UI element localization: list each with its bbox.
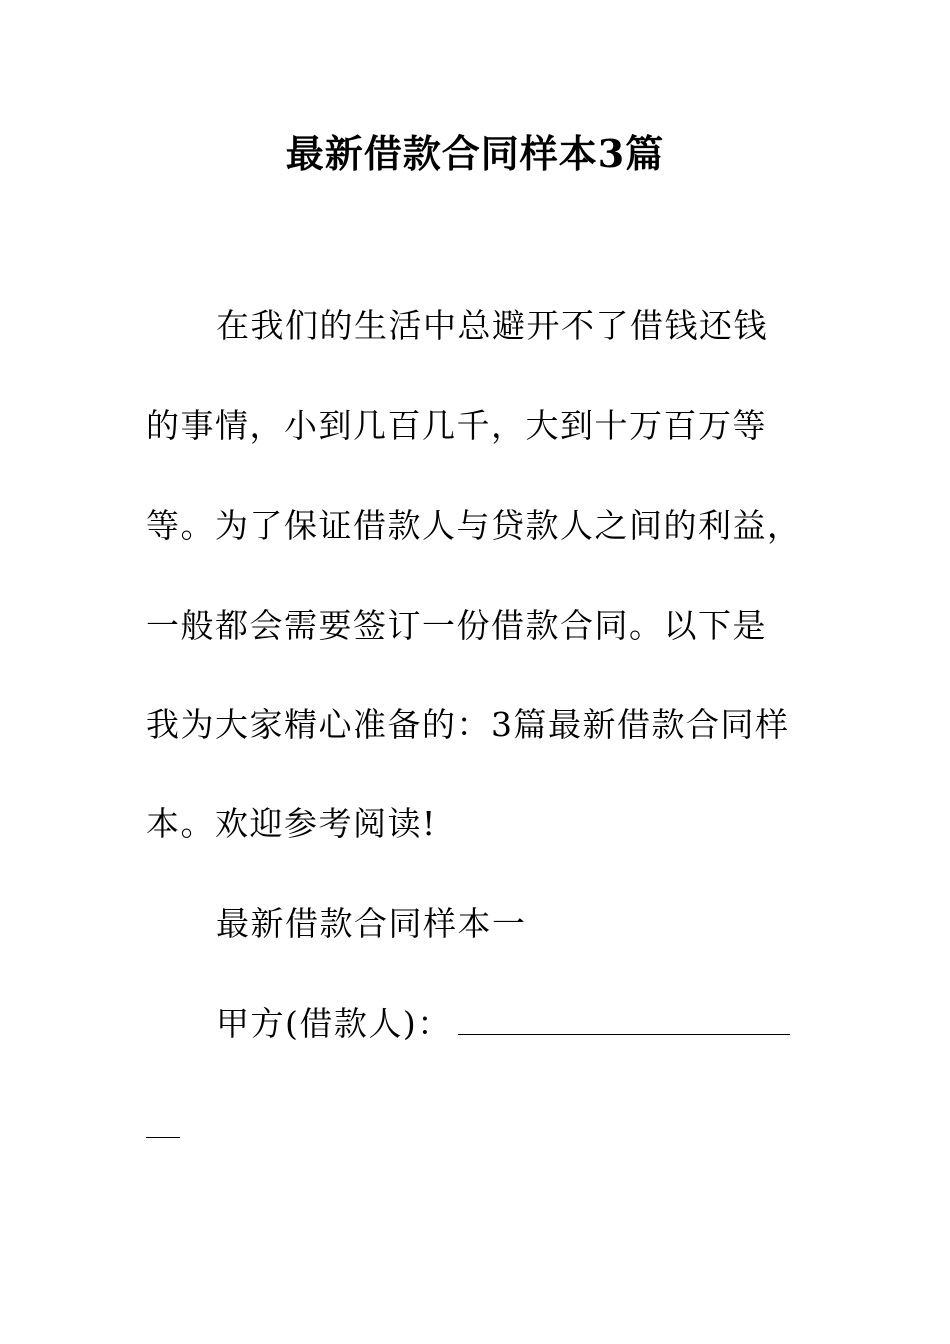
document-title: 最新借款合同样本3篇 xyxy=(285,131,665,176)
party-a-blank-continuation xyxy=(146,1137,180,1138)
party-a-label: 甲方(借款人)： xyxy=(216,1004,452,1043)
intro-line-3: 等。为了保证借款人与贷款人之间的利益， xyxy=(146,506,802,545)
party-a-row xyxy=(216,1002,790,1046)
intro-line-2: 的事情，小到几百几千，大到十万百万等 xyxy=(146,406,767,445)
party-a-blank-line xyxy=(458,1004,790,1035)
section-heading: 最新借款合同样本一 xyxy=(216,904,527,943)
intro-line-1: 在我们的生活中总避开不了借钱还钱 xyxy=(216,306,768,345)
intro-line-4: 一般都会需要签订一份借款合同。以下是 xyxy=(146,606,767,645)
intro-line-6: 本。欢迎参考阅读! xyxy=(146,804,437,843)
intro-line-5: 我为大家精心准备的：3篇最新借款合同样 xyxy=(146,705,790,744)
